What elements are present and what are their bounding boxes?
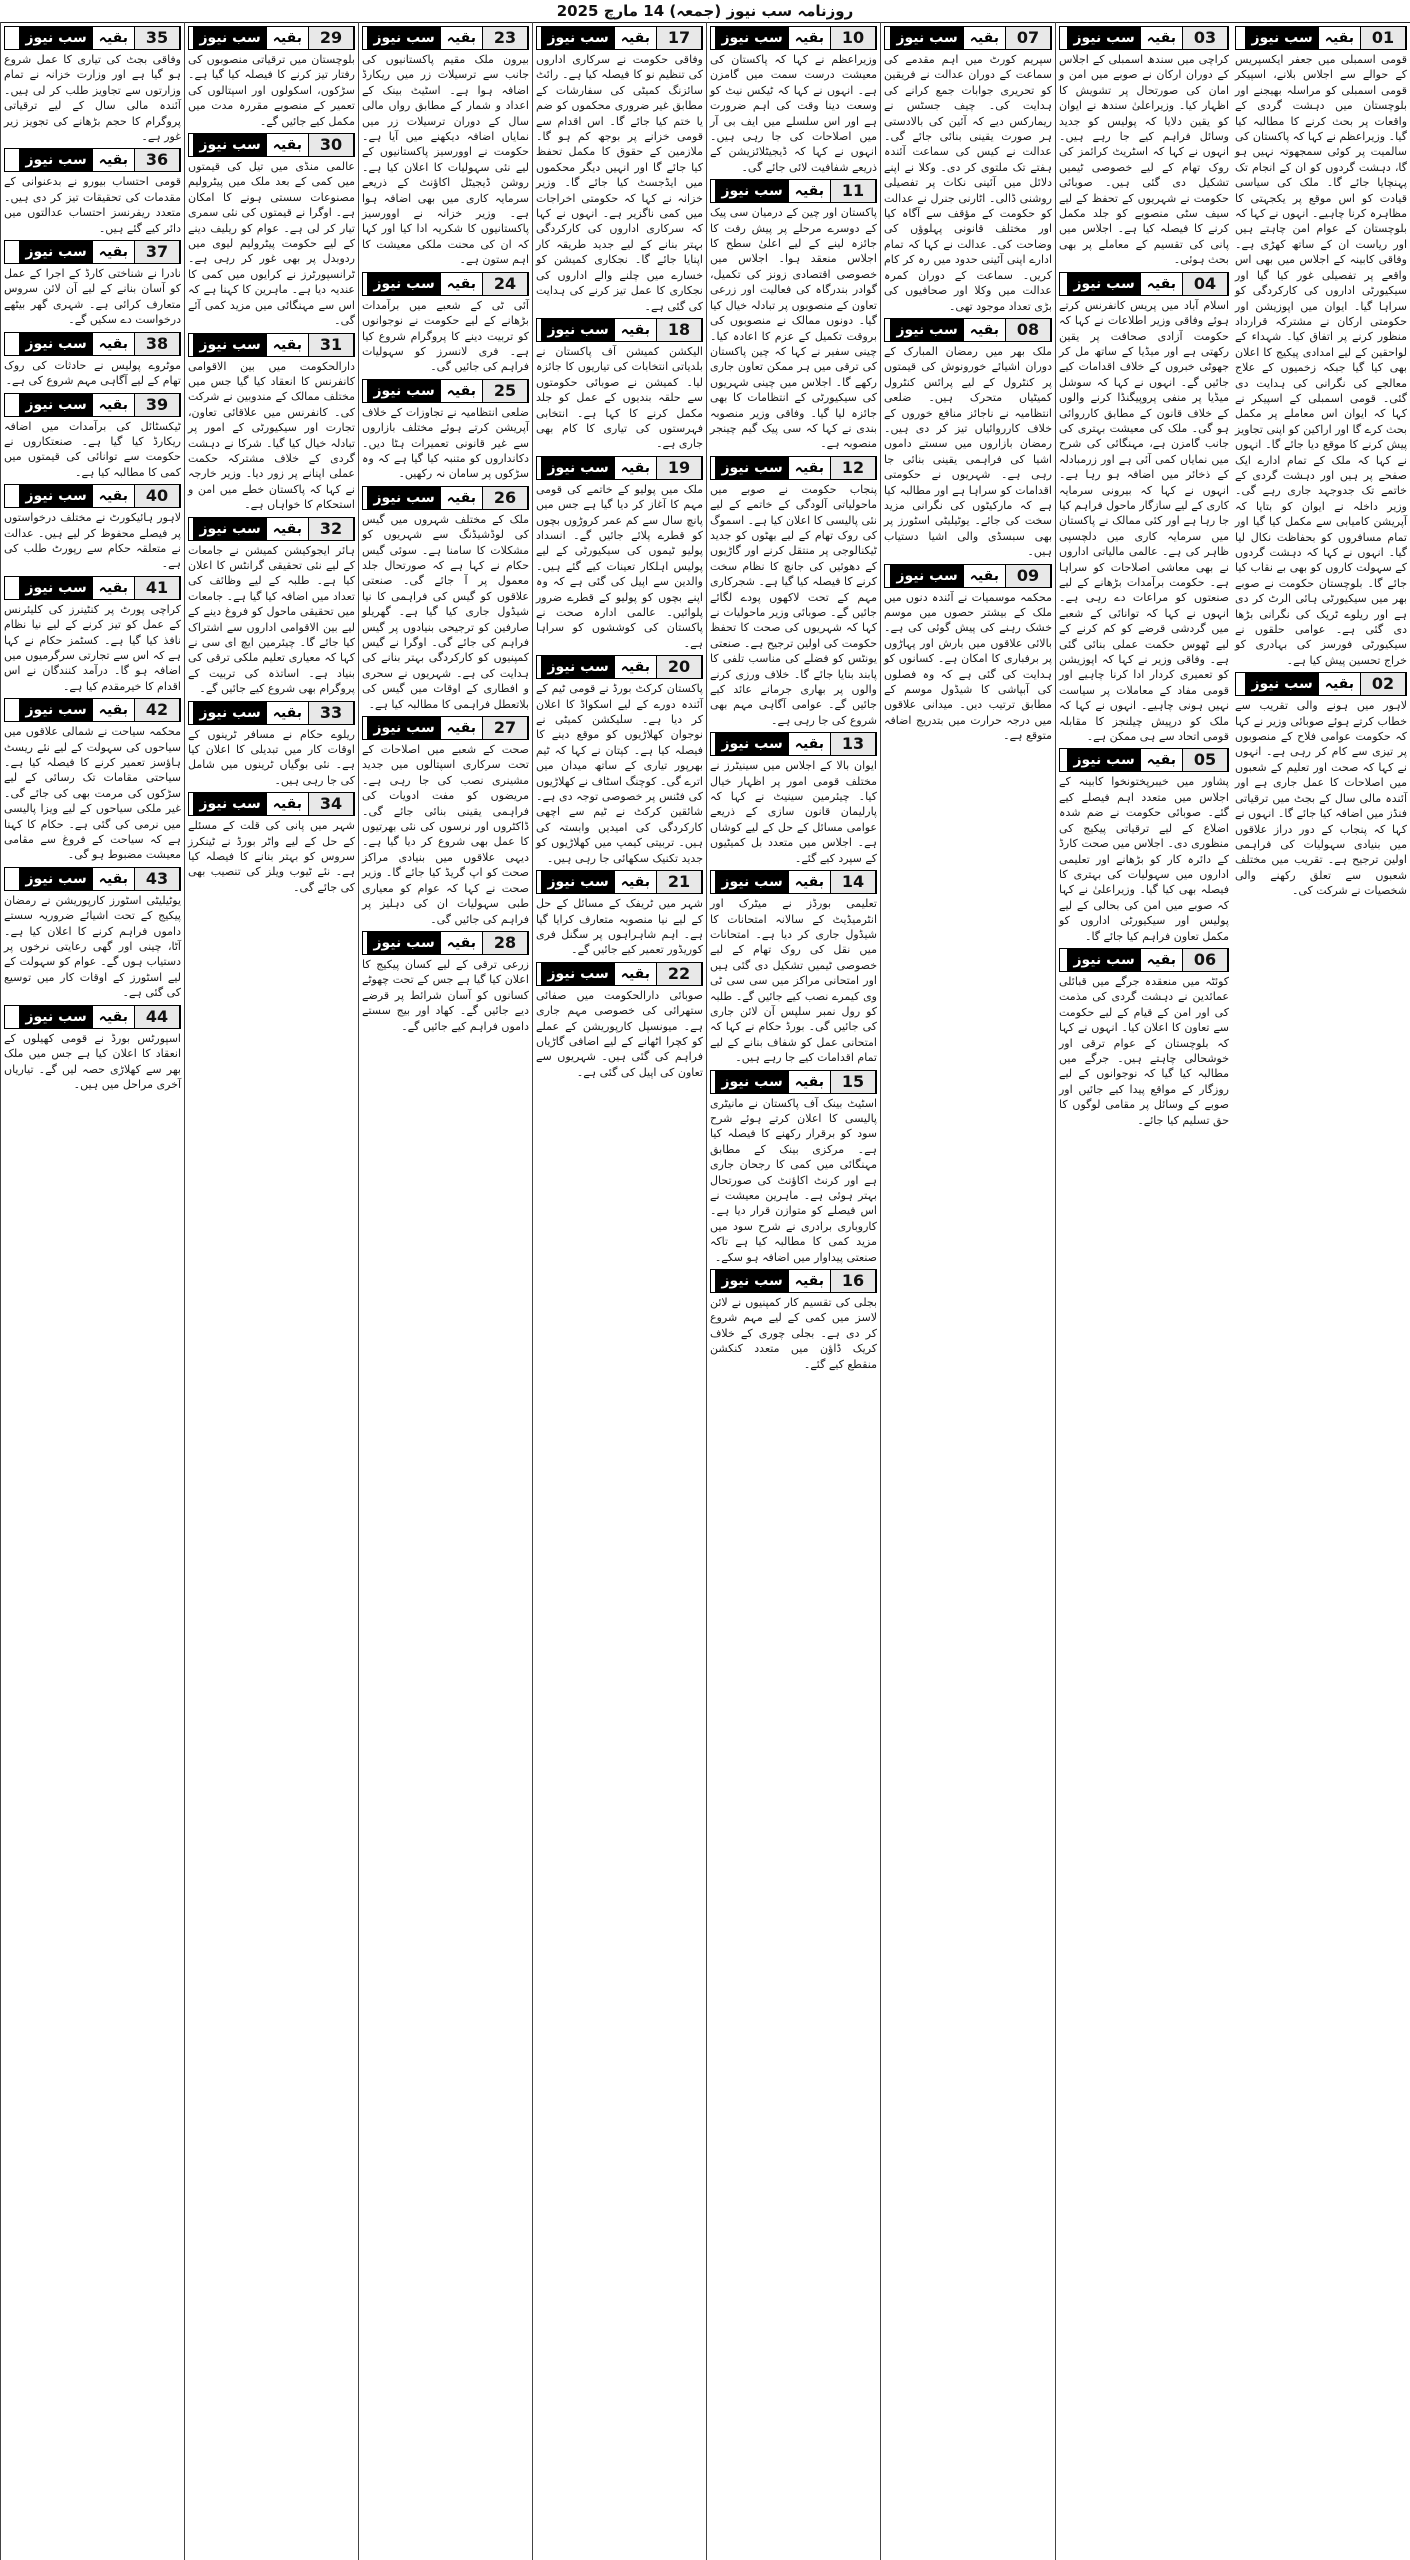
continuation-block [1235, 26, 1407, 668]
baqiya-tag: بقیہ [964, 27, 1006, 49]
baqiya-tag: بقیہ [93, 27, 135, 49]
continuation-text: الیکشن کمیشن آف پاکستان نے بلدیاتی انتخابات کی تیاریوں کا جائزہ لیا۔ کمیشن نے صوبائی حکومتوں سے حلقہ بندیوں کے عمل کو جلد مکمل کرنے کا کہا ہے۔ انتخابی فہرستوں کی تیاری کا کام بھی جاری ہے۔ [536, 344, 703, 451]
continuation-text: لاہور میں ہونے والی تقریب سے خطاب کرتے ہوئے صوبائی وزیر نے کہا کہ حکومت عوامی فلاح کے منصوبوں پر تیزی سے کام کر رہی ہے۔ انہوں نے کہا کہ صحت اور تعلیم کے شعبوں میں اصلاحات کا عمل جاری ہے اور آئندہ مالی سال کے بجٹ میں ترقیاتی فنڈز میں اضافہ کیا جائے گا۔ انہوں نے کہا کہ پنجاب کے دور دراز علاقوں میں بنیادی سہولیات کی فراہمی اولین ترجیح ہے۔ تقریب میں مختلف شعبوں سے تعلق رکھنے والی شخصیات نے شرکت کی۔ [1235, 699, 1407, 898]
sabnews-tag: سب نیوز [890, 319, 963, 341]
sabnews-tag: سب نیوز [1067, 273, 1140, 295]
continuation-text: سپریم کورٹ میں اہم مقدمے کی سماعت کے دوران عدالت نے فریقین کو تحریری جوابات جمع کرانے کی ہدایت کی۔ چیف جسٹس نے ریمارکس دیے کہ آئین کی بالادستی ہر صورت یقینی بنائی جائے گی۔ عدالت نے کیس کی سماعت آئندہ ہفتے تک ملتوی کر دی۔ وکلا نے اپنے دلائل میں آئینی نکات پر تفصیلی روشنی ڈالی۔ اٹارنی جنرل نے عدالت کو حکومت کے مؤقف سے آگاہ کیا اور مختلف قانونی پہلوؤں کی وضاحت کی۔ عدالت نے کہا کہ تمام ادارے اپنی آئینی حدود میں رہ کر کام کریں۔ سماعت کے دوران کمرہ عدالت میں وکلا اور صحافیوں کی بڑی تعداد موجود تھی۔ [884, 53, 1052, 313]
continuation-number: 23 [483, 27, 528, 49]
continuation-header [710, 1269, 877, 1293]
continuation-number: 06 [1183, 949, 1228, 971]
baqiya-tag: بقیہ [93, 868, 135, 890]
continuation-header [536, 870, 703, 894]
continuation-block [1059, 26, 1229, 268]
continuation-header [4, 332, 181, 356]
sabnews-tag: سب نیوز [19, 241, 92, 263]
continuation-text: ایوان بالا کے اجلاس میں سینیٹرز نے مختلف قومی امور پر اظہار خیال کیا۔ چیئرمین سینیٹ نے کہا کہ پارلیمان قانون سازی کے ذریعے عوامی مسائل کے حل کے لیے کوشاں ہے۔ اجلاس میں متعدد بل کمیٹیوں کے سپرد کیے گئے۔ [710, 759, 877, 865]
continuation-block [1059, 948, 1229, 1128]
continuation-text: صحت کے شعبے میں اصلاحات کے تحت سرکاری اسپتالوں میں جدید مشینری نصب کی جا رہی ہے۔ مریضوں کو مفت ادویات کی فراہمی یقینی بنائی جائے گی۔ ڈاکٹروں اور نرسوں کی نئی بھرتیوں کا عمل بھی شروع کر دیا گیا ہے۔ دیہی علاقوں میں بنیادی مراکز صحت کو اپ گریڈ کیا جائے گا۔ وزیر صحت نے کہا کہ عوام کو معیاری طبی سہولیات ان کی دہلیز پر فراہم کی جائیں گی۔ [362, 743, 529, 926]
baqiya-tag: بقیہ [441, 380, 483, 402]
continuation-header [710, 179, 877, 203]
continuation-text: دارالحکومت میں بین الاقوامی کانفرنس کا انعقاد کیا گیا جس میں مختلف ممالک کے مندوبین نے شرکت کی۔ کانفرنس میں علاقائی تعاون، تجارت اور سیکیورٹی کے امور پر تبادلہ خیال کیا گیا۔ شرکا نے دہشت گردی کے خلاف مشترکہ حکمت عملی اپنانے پر زور دیا۔ وزیر خارجہ نے کہا کہ پاکستان خطے میں امن و استحکام کا خواہاں ہے۔ [188, 359, 355, 512]
continuation-number: 10 [831, 27, 876, 49]
continuation-number: 26 [483, 487, 528, 509]
continuation-header [884, 564, 1052, 588]
continuation-text: وفاقی بجٹ کی تیاری کا عمل شروع ہو گیا ہے اور وزارت خزانہ نے تمام وزارتوں سے تجاویز طلب کر لی ہیں۔ آئندہ مالی سال کے لیے ترقیاتی پروگرام کا حجم بڑھانے کی تجویز زیر غور ہے۔ [4, 53, 181, 144]
continuation-block [4, 867, 181, 1001]
sabnews-tag: سب نیوز [541, 656, 614, 678]
continuation-header [710, 26, 877, 50]
continuation-text: پنجاب حکومت نے صوبے میں ماحولیاتی آلودگی کے خاتمے کے لیے نئی پالیسی کا اعلان کیا ہے۔ اسموگ کی روک تھام کے لیے بھٹوں کو جدید ٹیکنالوجی پر منتقل کرنے اور گاڑیوں کے دھوئیں کی جانچ کا نظام سخت کرنے کا فیصلہ کیا گیا ہے۔ شجرکاری مہم کے تحت لاکھوں پودے لگائے جائیں گے۔ صوبائی وزیر ماحولیات نے کہا کہ شہریوں کی صحت کا تحفظ حکومت کی اولین ترجیح ہے۔ صنعتی یونٹس کو فضلے کی مناسب تلفی کا پابند بنایا جائے گا۔ خلاف ورزی کرنے والوں پر بھاری جرمانے عائد کیے جائیں گے۔ عوامی آگاہی مہم بھی شروع کی جا رہی ہے۔ [710, 482, 877, 727]
continuation-text: پاکستان اور چین کے درمیان سی پیک کے دوسرے مرحلے پر پیش رفت کا جائزہ لینے کے لیے اعلیٰ سطح کا اجلاس منعقد ہوا۔ اجلاس میں خصوصی اقتصادی زونز کی تکمیل، گوادر بندرگاہ کی فعالیت اور زرعی تعاون کے منصوبوں پر تبادلہ خیال کیا گیا۔ دونوں ممالک نے منصوبوں کی بروقت تکمیل کے عزم کا اعادہ کیا۔ چینی سفیر نے کہا کہ چین پاکستان کی ترقی میں ہر ممکن تعاون جاری رکھے گا۔ اجلاس میں چینی شہریوں کی سیکیورٹی کے انتظامات کا بھی جائزہ لیا گیا۔ وفاقی وزیر منصوبہ بندی نے کہا کہ سی پیک گیم چینجر منصوبہ ہے۔ [710, 206, 877, 451]
sabnews-tag: سب نیوز [367, 27, 440, 49]
continuation-text: ریلوے حکام نے مسافر ٹرینوں کے اوقات کار میں تبدیلی کا اعلان کیا ہے۔ نئی بوگیاں ٹرینوں میں شامل کی جا رہی ہیں۔ [188, 727, 355, 787]
news-column-2 [1055, 22, 1232, 2560]
continuation-block [710, 179, 877, 452]
continuation-text: لاہور ہائیکورٹ نے مختلف درخواستوں پر فیصلے محفوظ کر لیے ہیں۔ عدالت نے متعلقہ حکام سے رپورٹ طلب کی ہے۔ [4, 511, 181, 571]
baqiya-tag: بقیہ [1141, 749, 1183, 771]
baqiya-tag: بقیہ [789, 733, 831, 755]
continuation-block [884, 26, 1052, 314]
continuation-text: بجلی کی تقسیم کار کمپنیوں نے لائن لاسز میں کمی کے لیے مہم شروع کر دی ہے۔ بجلی چوری کے خلاف کریک ڈاؤن میں متعدد کنکشن منقطع کیے گئے۔ [710, 1296, 877, 1371]
continuation-header [4, 698, 181, 722]
news-column-5 [532, 22, 706, 2560]
continuation-block [536, 456, 703, 651]
continuation-number: 07 [1006, 27, 1051, 49]
baqiya-tag: بقیہ [93, 333, 135, 355]
continuation-number: 42 [135, 699, 180, 721]
baqiya-tag: بقیہ [93, 577, 135, 599]
continuation-text: قومی احتساب بیورو نے بدعنوانی کے مقدمات کی تحقیقات تیز کر دی ہیں۔ متعدد ریفرنسز احتساب عدالتوں میں دائر کیے گئے ہیں۔ [4, 175, 181, 235]
continuation-header [536, 26, 703, 50]
baqiya-tag: بقیہ [615, 656, 657, 678]
sabnews-tag: سب نیوز [193, 134, 266, 156]
baqiya-tag: بقیہ [789, 1071, 831, 1093]
baqiya-tag: بقیہ [441, 717, 483, 739]
continuation-header [536, 962, 703, 986]
continuation-header [4, 240, 181, 264]
sabnews-tag: سب نیوز [1067, 749, 1140, 771]
continuation-header [1059, 748, 1229, 772]
continuation-block [4, 698, 181, 863]
sabnews-tag: سب نیوز [367, 717, 440, 739]
continuation-number: 37 [135, 241, 180, 263]
sabnews-tag: سب نیوز [19, 394, 92, 416]
continuation-text: محکمہ موسمیات نے آئندہ دنوں میں ملک کے بیشتر حصوں میں موسم خشک رہنے کی پیش گوئی کی ہے۔ بالائی علاقوں میں بارش اور پہاڑوں پر برفباری کا امکان ہے۔ کسانوں کو ہدایت کی گئی ہے کہ وہ فصلوں کی آبپاشی کا شیڈول موسم کے مطابق ترتیب دیں۔ میدانی علاقوں میں درجہ حرارت میں بتدریج اضافہ متوقع ہے۔ [884, 590, 1052, 743]
baqiya-tag: بقیہ [789, 180, 831, 202]
continuation-header [1059, 26, 1229, 50]
continuation-text: موٹروے پولیس نے حادثات کی روک تھام کے لیے آگاہی مہم شروع کی ہے۔ [4, 358, 181, 388]
continuation-text: نادرا نے شناختی کارڈ کے اجرا کے عمل کو آسان بنانے کے لیے آن لائن سروس متعارف کرائی ہے۔ شہری گھر بیٹھے درخواست دے سکیں گے۔ [4, 267, 181, 327]
continuation-header [710, 456, 877, 480]
sabnews-tag: سب نیوز [367, 487, 440, 509]
continuation-block [536, 26, 703, 314]
continuation-header [710, 870, 877, 894]
baqiya-tag: بقیہ [615, 963, 657, 985]
continuation-header [1235, 26, 1407, 50]
continuation-block [710, 870, 877, 1065]
continuation-number: 20 [657, 656, 702, 678]
baqiya-tag: بقیہ [441, 487, 483, 509]
continuation-number: 14 [831, 871, 876, 893]
continuation-number: 21 [657, 871, 702, 893]
baqiya-tag: بقیہ [789, 27, 831, 49]
continuation-header [188, 792, 355, 816]
sabnews-tag: سب نیوز [715, 180, 788, 202]
continuation-header [362, 379, 529, 403]
continuation-text: قومی اسمبلی میں جعفر ایکسپریس کے حوالے سے اجلاس بلانے، اسپیکر قومی اسمبلی کو مراسلہ بھیجنے اور بلوچستان میں دہشت گردی کے واقعات پر بحث کرنے کا مطالبہ کیا گیا۔ وزیراعظم نے کہا کہ پاکستان کی سالمیت پر کوئی سمجھوتہ نہیں ہو گا، دہشت گردوں کو ان کے انجام تک پہنچایا جائے گا۔ ملک کی سیاسی قیادت کو اس موقع پر یکجہتی کا مظاہرہ کرنا چاہیے۔ انہوں نے کہا کہ بلوچستان کے عوام امن چاہتے ہیں اور ریاست ان کے ساتھ کھڑی ہے۔ وفاقی کابینہ کے اجلاس میں بھی اس واقعے پر تفصیلی غور کیا گیا اور سیکیورٹی اداروں کی کارکردگی کو سراہا گیا۔ ایوان میں اپوزیشن اور حکومتی ارکان نے مشترکہ قرارداد منظور کرنے پر اتفاق کیا۔ شہداء کے لواحقین کے لیے امدادی پیکیج کا اعلان بھی کیا گیا جبکہ زخمیوں کے علاج معالجے کی نگرانی کی ہدایت دی گئی۔ قومی اسمبلی کے اسپیکر نے کہا کہ ایوان اس معاملے پر مکمل بحث کرے گا اور اراکین کو اپنی تجاویز پیش کرنے کا موقع دیا جائے گا۔ انہوں نے کہا کہ ملک کے تمام ادارے ایک صفحے پر ہیں اور دہشت گردی کے خاتمے تک جدوجہد جاری رہے گی۔ وزیر داخلہ نے ایوان کو بتایا کہ آپریشن کامیابی سے مکمل کیا گیا اور تمام مسافروں کو بحفاظت نکال لیا گیا۔ انہوں نے کہا کہ دہشت گردوں کے سہولت کاروں کو بھی بے نقاب کیا جائے گا۔ بلوچستان حکومت نے صوبے بھر میں سیکیورٹی ہائی الرٹ کر دی ہے اور ریلوے ٹریک کی نگرانی بڑھا دی گئی ہے۔ عوامی حلقوں نے سیکیورٹی فورسز کی بہادری کو خراج تحسین پیش کیا ہے۔ [1235, 53, 1407, 667]
continuation-header [1235, 672, 1407, 696]
baqiya-tag: بقیہ [267, 793, 309, 815]
continuation-number: 18 [657, 319, 702, 341]
continuation-text: پشاور میں خیبرپختونخوا کابینہ کے اجلاس میں متعدد اہم فیصلے کیے گئے۔ صوبائی حکومت نے ضم شدہ اضلاع کے لیے ترقیاتی پیکیج کی منظوری دی۔ اجلاس میں صحت کارڈ کے دائرہ کار کو بڑھانے اور تعلیمی اداروں میں سہولیات کی بہتری کا فیصلہ بھی کیا گیا۔ وزیراعلیٰ نے کہا کہ صوبے میں امن کی بحالی کے لیے پولیس اور سیکیورٹی اداروں کو مکمل تعاون فراہم کیا جائے گا۔ [1059, 775, 1229, 943]
baqiya-tag: بقیہ [615, 27, 657, 49]
continuation-block [362, 716, 529, 927]
sabnews-tag: سب نیوز [19, 1006, 92, 1028]
continuation-block [362, 379, 529, 482]
continuation-block [188, 26, 355, 129]
sabnews-tag: سب نیوز [19, 485, 92, 507]
continuation-block [536, 318, 703, 452]
continuation-number: 39 [135, 394, 180, 416]
continuation-header [188, 517, 355, 541]
sabnews-tag: سب نیوز [367, 273, 440, 295]
continuation-number: 29 [309, 27, 354, 49]
continuation-number: 03 [1183, 27, 1228, 49]
continuation-number: 36 [135, 149, 180, 171]
sabnews-tag: سب نیوز [193, 518, 266, 540]
continuation-block [4, 576, 181, 694]
continuation-number: 38 [135, 333, 180, 355]
sabnews-tag: سب نیوز [19, 577, 92, 599]
continuation-number: 41 [135, 577, 180, 599]
continuation-number: 02 [1361, 673, 1406, 695]
continuation-text: پاکستان کرکٹ بورڈ نے قومی ٹیم کے آئندہ دورے کے لیے اسکواڈ کا اعلان کر دیا ہے۔ سلیکشن کمیٹی نے نوجوان کھلاڑیوں کو موقع دینے کا فیصلہ کیا ہے۔ کپتان نے کہا کہ ٹیم بھرپور تیاری کے ساتھ میدان میں اترے گی۔ کوچنگ اسٹاف نے کھلاڑیوں کی فٹنس پر خصوصی توجہ دی ہے۔ شائقین کرکٹ نے ٹیم سے اچھی کارکردگی کی امیدیں وابستہ کی ہیں۔ تربیتی کیمپ میں کھلاڑیوں کو جدید تکنیک سکھائی جا رہی ہیں۔ [536, 682, 703, 865]
sabnews-tag: سب نیوز [541, 871, 614, 893]
continuation-header [4, 1005, 181, 1029]
continuation-number: 40 [135, 485, 180, 507]
continuation-block [188, 133, 355, 328]
continuation-number: 16 [831, 1270, 876, 1292]
continuation-header [4, 393, 181, 417]
continuation-block [710, 1070, 877, 1265]
continuation-text: اسلام آباد میں پریس کانفرنس کرتے ہوئے وفاقی وزیر اطلاعات نے کہا کہ حکومت آزادی صحافت پر یقین رکھتی ہے اور میڈیا کے ساتھ مل کر جھوٹی خبروں کے خلاف اقدامات کیے جائیں گے۔ انہوں نے کہا کہ سوشل میڈیا پر منفی پروپیگنڈا کرنے والوں کے خلاف قانون کے مطابق کارروائی ہو گی۔ ملک کی معیشت بہتری کی جانب گامزن ہے، مہنگائی کی شرح میں نمایاں کمی آئی ہے اور زرمبادلہ کے ذخائر میں اضافہ ہو رہا ہے۔ انہوں نے کہا کہ بیرونی سرمایہ کاری کے لیے سازگار ماحول فراہم کیا جا رہا ہے اور کئی ممالک نے پاکستان میں سرمایہ کاری میں دلچسپی ظاہر کی ہے۔ عالمی مالیاتی اداروں نے بھی معاشی اصلاحات کو سراہا ہے۔ حکومت برآمدات بڑھانے کے لیے صنعتوں کو مراعات دے رہی ہے۔ انہوں نے کہا کہ توانائی کے شعبے میں گردشی قرضے کو کم کرنے کے لیے ٹھوس حکمت عملی بنائی گئی ہے۔ وفاقی وزیر نے کہا کہ اپوزیشن کو تعمیری کردار ادا کرنا چاہیے اور قومی مفاد کے معاملات پر سیاست نہیں ہونی چاہیے۔ انہوں نے کہا کہ ملک کو درپیش چیلنجز کا مقابلہ قومی اتحاد سے ہی ممکن ہے۔ [1059, 298, 1229, 744]
continuation-number: 04 [1183, 273, 1228, 295]
baqiya-tag: بقیہ [93, 241, 135, 263]
baqiya-tag: بقیہ [267, 702, 309, 724]
continuation-text: وزیراعظم نے کہا کہ پاکستان کی معیشت درست سمت میں گامزن ہے۔ انہوں نے کہا کہ ٹیکس نیٹ کو وسعت دینا وقت کی اہم ضرورت ہے اور اس سلسلے میں ایف بی آر میں اصلاحات کی جا رہی ہیں۔ انہوں نے کہا کہ ڈیجیٹلائزیشن کے ذریعے شفافیت لائی جائے گی۔ [710, 53, 877, 174]
sabnews-tag: سب نیوز [19, 699, 92, 721]
continuation-text: شہر میں پانی کی قلت کے مسئلے کے حل کے لیے واٹر بورڈ نے ٹینکرز سروس کو بہتر بنانے کا فیصلہ کیا ہے۔ نئے ٹیوب ویلز کی تنصیب بھی کی جائے گی۔ [188, 819, 355, 894]
continuation-header [362, 272, 529, 296]
continuation-text: ہائر ایجوکیشن کمیشن نے جامعات کے لیے نئی تحقیقی گرانٹس کا اعلان کیا ہے۔ طلبہ کے لیے وظائف کی تعداد میں اضافہ کیا گیا ہے۔ جامعات میں تحقیقی ماحول کو فروغ دینے کے لیے بین الاقوامی اداروں سے اشتراک کیا جائے گا۔ چیئرمین ایچ ای سی نے کہا کہ معیاری تعلیم ملکی ترقی کی بنیاد ہے۔ اساتذہ کی تربیت کے پروگرام بھی شروع کیے جائیں گے۔ [188, 543, 355, 696]
continuation-number: 43 [135, 868, 180, 890]
baqiya-tag: بقیہ [615, 319, 657, 341]
continuation-number: 22 [657, 963, 702, 985]
baqiya-tag: بقیہ [1141, 949, 1183, 971]
continuation-header [710, 732, 877, 756]
sabnews-tag: سب نیوز [19, 333, 92, 355]
sabnews-tag: سب نیوز [1245, 27, 1318, 49]
sabnews-tag: سب نیوز [1067, 949, 1140, 971]
news-column-1 [1232, 22, 1410, 2560]
continuation-block [188, 517, 355, 697]
baqiya-tag: بقیہ [1141, 273, 1183, 295]
continuation-number: 19 [657, 457, 702, 479]
sabnews-tag: سب نیوز [890, 27, 963, 49]
continuation-number: 05 [1183, 749, 1228, 771]
baqiya-tag: بقیہ [93, 149, 135, 171]
continuation-block [4, 1005, 181, 1093]
continuation-block [362, 272, 529, 375]
continuation-text: بلوچستان میں ترقیاتی منصوبوں کی رفتار تیز کرنے کا فیصلہ کیا گیا ہے۔ سڑکوں، اسکولوں اور اسپتالوں کی تعمیر کے منصوبے مقررہ مدت میں مکمل کیے جائیں گے۔ [188, 53, 355, 128]
continuation-header [884, 318, 1052, 342]
sabnews-tag: سب نیوز [193, 702, 266, 724]
sabnews-tag: سب نیوز [1067, 27, 1140, 49]
baqiya-tag: بقیہ [789, 1270, 831, 1292]
continuation-number: 30 [309, 134, 354, 156]
continuation-text: تعلیمی بورڈز نے میٹرک اور انٹرمیڈیٹ کے سالانہ امتحانات کا شیڈول جاری کر دیا ہے۔ امتحانات میں نقل کی روک تھام کے لیے خصوصی ٹیمیں تشکیل دی گئی ہیں اور امتحانی مراکز میں سی سی ٹی وی کیمرے نصب کیے جائیں گے۔ طلبہ کو رول نمبر سلپس آن لائن جاری کی جائیں گی۔ بورڈ حکام نے کہا کہ امتحانی عمل کو شفاف بنانے کے لیے تمام اقدامات کیے جا رہے ہیں۔ [710, 897, 877, 1065]
baqiya-tag: بقیہ [93, 699, 135, 721]
continuation-text: عالمی منڈی میں تیل کی قیمتوں میں کمی کے بعد ملک میں پیٹرولیم مصنوعات سستی ہونے کا امکان ہے۔ اوگرا نے قیمتوں کی نئی سمری تیار کر لی ہے۔ عوام کو ریلیف دینے کے لیے حکومت پیٹرولیم لیوی میں ردوبدل پر بھی غور کر رہی ہے۔ ٹرانسپورٹرز نے کرایوں میں کمی کا عندیہ دیا ہے۔ ماہرین کا کہنا ہے کہ اس سے مہنگائی میں مزید کمی آئے گی۔ [188, 160, 355, 328]
baqiya-tag: بقیہ [615, 457, 657, 479]
continuation-block [4, 332, 181, 389]
baqiya-tag: بقیہ [1319, 673, 1361, 695]
baqiya-tag: بقیہ [789, 871, 831, 893]
continuation-block [188, 701, 355, 789]
baqiya-tag: بقیہ [441, 273, 483, 295]
continuation-block [536, 962, 703, 1080]
continuation-text: کراچی پورٹ پر کنٹینرز کی کلیئرنس کے عمل کو تیز کرنے کے لیے نیا نظام نافذ کیا گیا ہے۔ کسٹمز حکام نے کہا ہے کہ اس سے تجارتی سرگرمیوں میں اضافہ ہو گا۔ درآمد کنندگان نے اس اقدام کا خیرمقدم کیا ہے۔ [4, 602, 181, 693]
continuation-header [4, 867, 181, 891]
continuation-header [884, 26, 1052, 50]
sabnews-tag: سب نیوز [715, 733, 788, 755]
continuation-text: کوئٹہ میں منعقدہ جرگے میں قبائلی عمائدین نے دہشت گردی کی مذمت کی اور امن کے قیام کے لیے حکومت سے تعاون کا اعلان کیا۔ انہوں نے کہا کہ بلوچستان کے عوام ترقی اور خوشحالی چاہتے ہیں۔ جرگے میں مطالبہ کیا گیا کہ نوجوانوں کے لیے روزگار کے مواقع پیدا کیے جائیں اور صوبے کے وسائل پر مقامی لوگوں کا حق تسلیم کیا جائے۔ [1059, 974, 1229, 1127]
continuation-header [188, 333, 355, 357]
continuation-number: 09 [1006, 565, 1051, 587]
continuation-text: ملک کے مختلف شہروں میں گیس کی لوڈشیڈنگ سے شہریوں کو مشکلات کا سامنا ہے۔ سوئی گیس حکام نے کہا ہے کہ صورتحال جلد معمول پر آ جائے گی۔ صنعتی علاقوں کو گیس کی فراہمی کا نیا شیڈول جاری کیا گیا ہے۔ گھریلو صارفین کو ترجیحی بنیادوں پر گیس فراہم کی جائے گی۔ اوگرا نے گیس کمپنیوں کو کارکردگی بہتر بنانے کی ہدایت کی ہے۔ شہریوں نے سحری و افطاری کے اوقات میں گیس کی بلاتعطل فراہمی کا مطالبہ کیا ہے۔ [362, 512, 529, 711]
continuation-header [4, 576, 181, 600]
continuation-text: بیرون ملک مقیم پاکستانیوں کی جانب سے ترسیلات زر میں ریکارڈ اضافہ ہوا ہے۔ اسٹیٹ بینک کے اعداد و شمار کے مطابق رواں مالی سال کے دوران ترسیلات زر میں نمایاں اضافہ دیکھنے میں آیا ہے۔ حکومت نے اوورسیز پاکستانیوں کے لیے نئی سہولیات کا اعلان کیا ہے۔ روشن ڈیجیٹل اکاؤنٹ کے ذریعے سرمایہ کاری میں بھی اضافہ ہوا ہے۔ وزیر خزانہ نے اوورسیز پاکستانیوں کا شکریہ ادا کیا اور کہا کہ ان کی محنت ملکی معیشت کا اہم ستون ہے۔ [362, 53, 529, 267]
baqiya-tag: بقیہ [964, 319, 1006, 341]
continuation-block [362, 486, 529, 712]
continuation-text: زرعی ترقی کے لیے کسان پیکیج کا اعلان کیا گیا ہے جس کے تحت چھوٹے کسانوں کو آسان شرائط پر قرضے دیے جائیں گے۔ کھاد اور بیج سستے داموں فراہم کیے جائیں گے۔ [362, 957, 529, 1033]
continuation-number: 32 [309, 518, 354, 540]
continuation-block [4, 148, 181, 236]
continuation-header [362, 486, 529, 510]
baqiya-tag: بقیہ [1141, 27, 1183, 49]
continuation-number: 25 [483, 380, 528, 402]
continuation-block [536, 655, 703, 866]
news-column-7 [184, 22, 358, 2560]
continuation-block [710, 732, 877, 866]
continuation-block [710, 1269, 877, 1372]
continuation-header [4, 26, 181, 50]
sabnews-tag: سب نیوز [541, 319, 614, 341]
continuation-header [362, 716, 529, 740]
continuation-text: وفاقی حکومت نے سرکاری اداروں کی تنظیم نو کا فیصلہ کیا ہے۔ رائٹ سائزنگ کمیٹی کی سفارشات کے مطابق غیر ضروری محکموں کو ضم یا ختم کیا جائے گا۔ اس اقدام سے قومی خزانے پر بوجھ کم ہو گا۔ ملازمین کے حقوق کا مکمل تحفظ کیا جائے گا اور انہیں دیگر محکموں میں ایڈجسٹ کیا جائے گا۔ وزیر خزانہ نے کہا کہ حکومتی اخراجات میں کمی ناگزیر ہے۔ انہوں نے کہا کہ سرکاری اداروں کی کارکردگی بہتر بنانے کے لیے جدید طریقہ کار اپنایا جائے گا۔ نجکاری کمیشن کو خسارے میں چلنے والے اداروں کی نجکاری کا عمل تیز کرنے کی ہدایت کی گئی ہے۔ [536, 53, 703, 313]
continuation-number: 08 [1006, 319, 1051, 341]
continuation-header [188, 26, 355, 50]
continuation-number: 44 [135, 1006, 180, 1028]
continuation-block [710, 26, 877, 175]
continuation-number: 31 [309, 334, 354, 356]
continuation-block [4, 240, 181, 328]
continuation-text: اسپورٹس بورڈ نے قومی کھیلوں کے انعقاد کا اعلان کیا ہے جس میں ملک بھر سے کھلاڑی حصہ لیں گے۔ تیاریاں آخری مراحل میں ہیں۔ [4, 1031, 181, 1091]
sabnews-tag: سب نیوز [541, 27, 614, 49]
continuation-text: ملک بھر میں رمضان المبارک کے دوران اشیائے خورونوش کی قیمتوں پر کنٹرول کے لیے پرائس کنٹرول کمیٹیاں متحرک ہیں۔ ضلعی انتظامیہ نے ناجائز منافع خوروں کے خلاف کارروائیاں تیز کر دی ہیں۔ رمضان بازاروں میں سستے داموں اشیا کی فراہمی یقینی بنائی جا رہی ہے۔ شہریوں نے حکومتی اقدامات کو سراہا ہے اور مطالبہ کیا ہے کہ مارکیٹوں کی نگرانی مزید سخت کی جائے۔ یوٹیلیٹی اسٹورز پر بھی سبسڈی والی اشیا دستیاب ہیں۔ [884, 344, 1052, 559]
baqiya-tag: بقیہ [267, 134, 309, 156]
sabnews-tag: سب نیوز [541, 457, 614, 479]
sabnews-tag: سب نیوز [715, 1270, 788, 1292]
baqiya-tag: بقیہ [964, 565, 1006, 587]
continuation-number: 17 [657, 27, 702, 49]
baqiya-tag: بقیہ [267, 518, 309, 540]
continuation-block [362, 26, 529, 268]
continuation-block [710, 456, 877, 729]
continuation-header [536, 318, 703, 342]
continuation-number: 33 [309, 702, 354, 724]
continuation-number: 11 [831, 180, 876, 202]
continuation-block [188, 333, 355, 513]
continuation-block [188, 792, 355, 895]
sabnews-tag: سب نیوز [19, 149, 92, 171]
sabnews-tag: سب نیوز [367, 380, 440, 402]
continuation-number: 35 [135, 27, 180, 49]
news-column-4 [706, 22, 880, 2560]
continuation-number: 13 [831, 733, 876, 755]
continuation-header [4, 484, 181, 508]
sabnews-tag: سب نیوز [193, 793, 266, 815]
continuation-header [188, 701, 355, 725]
sabnews-tag: سب نیوز [715, 457, 788, 479]
continuation-number: 34 [309, 793, 354, 815]
continuation-text: ضلعی انتظامیہ نے تجاوزات کے خلاف آپریشن کرتے ہوئے مختلف بازاروں سے غیر قانونی تعمیرات ہٹا دیں۔ دکانداروں کو متنبہ کیا گیا ہے کہ وہ سڑکوں پر سامان نہ رکھیں۔ [362, 405, 529, 481]
baqiya-tag: بقیہ [1319, 27, 1361, 49]
continuation-block [362, 931, 529, 1034]
sabnews-tag: سب نیوز [193, 27, 266, 49]
continuation-block [884, 318, 1052, 560]
continuation-text: صوبائی دارالحکومت میں صفائی ستھرائی کی خصوصی مہم جاری ہے۔ میونسپل کارپوریشن کے عملے کو کچرا اٹھانے کے لیے اضافی گاڑیاں فراہم کی گئی ہیں۔ شہریوں سے تعاون کی اپیل کی گئی ہے۔ [536, 988, 703, 1079]
continuation-number: 15 [831, 1071, 876, 1093]
sabnews-tag: سب نیوز [193, 334, 266, 356]
continuation-header [536, 456, 703, 480]
continuation-number: 01 [1361, 27, 1406, 49]
news-column-8 [0, 22, 184, 2560]
masthead-date-line: روزنامہ سب نیوز (جمعہ) 14 مارچ 2025 [0, 0, 1410, 23]
sabnews-tag: سب نیوز [367, 932, 440, 954]
continuation-block [884, 564, 1052, 744]
baqiya-tag: بقیہ [441, 27, 483, 49]
sabnews-tag: سب نیوز [19, 868, 92, 890]
continuation-header [188, 133, 355, 157]
continuation-block [4, 26, 181, 144]
sabnews-tag: سب نیوز [715, 27, 788, 49]
continuation-header [1059, 272, 1229, 296]
sabnews-tag: سب نیوز [1245, 673, 1318, 695]
baqiya-tag: بقیہ [93, 394, 135, 416]
continuation-block [1059, 272, 1229, 745]
sabnews-tag: سب نیوز [715, 1071, 788, 1093]
continuation-header [4, 148, 181, 172]
continuation-text: ٹیکسٹائل کی برآمدات میں اضافہ ریکارڈ کیا گیا ہے۔ صنعتکاروں نے حکومت سے توانائی کی قیمتوں میں کمی کا مطالبہ کیا ہے۔ [4, 419, 181, 479]
sabnews-tag: سب نیوز [715, 871, 788, 893]
baqiya-tag: بقیہ [93, 1006, 135, 1028]
continuation-text: اسٹیٹ بینک آف پاکستان نے مانیٹری پالیسی کا اعلان کرتے ہوئے شرح سود کو برقرار رکھنے کا فیصلہ کیا ہے۔ مرکزی بینک کے مطابق مہنگائی میں کمی کا رجحان جاری ہے اور کرنٹ اکاؤنٹ کی صورتحال بہتر ہوئی ہے۔ ماہرین معیشت نے اس فیصلے کو متوازن قرار دیا ہے۔ کاروباری برادری نے شرح سود میں مزید کمی کا مطالبہ کیا ہے تاکہ صنعتی پیداوار میں اضافہ ہو سکے۔ [710, 1096, 877, 1264]
continuation-number: 27 [483, 717, 528, 739]
continuation-header [536, 655, 703, 679]
continuation-text: کراچی میں سندھ اسمبلی کے اجلاس کے دوران ارکان نے صوبے میں امن و امان کی صورتحال پر تشویش کا اظہار کیا۔ وزیراعلیٰ سندھ نے ایوان کو یقین دلایا کہ پولیس کو جدید وسائل فراہم کیے جا رہے ہیں۔ انہوں نے کہا کہ اسٹریٹ کرائمز کی روک تھام کے لیے خصوصی ٹیمیں تشکیل دی گئی ہیں۔ صوبائی حکومت نے شہریوں کے تحفظ کے لیے سیف سٹی منصوبے کو جلد مکمل کرنے کا فیصلہ کیا ہے۔ اجلاس میں پانی کی تقسیم کے معاملے پر بھی بحث ہوئی۔ [1059, 53, 1229, 267]
continuation-block [1059, 748, 1229, 943]
continuation-text: محکمہ سیاحت نے شمالی علاقوں میں سیاحوں کی سہولت کے لیے نئے ریسٹ ہاؤسز تعمیر کرنے کا فیصلہ کیا ہے۔ سیاحتی مقامات تک رسائی کے لیے سڑکوں کی مرمت بھی کی جائے گی۔ غیر ملکی سیاحوں کے لیے ویزا پالیسی میں نرمی کی گئی ہے۔ حکام کا کہنا ہے کہ سیاحت کے فروغ سے مقامی معیشت مضبوط ہو گی۔ [4, 725, 181, 862]
baqiya-tag: بقیہ [615, 871, 657, 893]
baqiya-tag: بقیہ [441, 932, 483, 954]
sabnews-tag: سب نیوز [541, 963, 614, 985]
continuation-text: شہر میں ٹریفک کے مسائل کے حل کے لیے نیا منصوبہ متعارف کرایا گیا ہے۔ اہم شاہراہوں پر سگنل فری کوریڈور تعمیر کیے جائیں گے۔ [536, 897, 703, 957]
continuation-block [536, 870, 703, 958]
continuation-text: یوٹیلیٹی اسٹورز کارپوریشن نے رمضان پیکیج کے تحت اشیائے ضروریہ سستے داموں فراہم کرنے کا اعلان کیا ہے۔ آٹا، چینی اور گھی رعایتی نرخوں پر دستیاب ہوں گے۔ عوام کو سہولت کے لیے اسٹورز کے اوقات کار میں توسیع کی گئی ہے۔ [4, 893, 181, 1000]
sabnews-tag: سب نیوز [19, 27, 92, 49]
baqiya-tag: بقیہ [93, 485, 135, 507]
continuation-number: 12 [831, 457, 876, 479]
baqiya-tag: بقیہ [789, 457, 831, 479]
continuation-number: 28 [483, 932, 528, 954]
continuation-header [362, 931, 529, 955]
continuation-header [710, 1070, 877, 1094]
continuation-text: ملک میں پولیو کے خاتمے کی قومی مہم کا آغاز کر دیا گیا ہے جس میں پانچ سال سے کم عمر کروڑوں بچوں کو قطرے پلائے جائیں گے۔ انسداد پولیو ٹیموں کی سیکیورٹی کے لیے پولیس اہلکار تعینات کیے گئے ہیں۔ والدین سے اپیل کی گئی ہے کہ وہ اپنے بچوں کو پولیو کے قطرے ضرور پلوائیں۔ عالمی ادارہ صحت نے پاکستان کی کوششوں کو سراہا ہے۔ [536, 482, 703, 650]
continuation-number: 24 [483, 273, 528, 295]
continuation-block [1235, 672, 1407, 898]
baqiya-tag: بقیہ [267, 27, 309, 49]
baqiya-tag: بقیہ [267, 334, 309, 356]
continuation-text: آئی ٹی کے شعبے میں برآمدات بڑھانے کے لیے حکومت نے نوجوانوں کو تربیت دینے کا پروگرام شروع کیا ہے۔ فری لانسرز کو سہولیات فراہم کی جائیں گی۔ [362, 298, 529, 374]
news-column-3 [880, 22, 1055, 2560]
continuation-header [362, 26, 529, 50]
continuation-block [4, 393, 181, 481]
continuation-header [1059, 948, 1229, 972]
sabnews-tag: سب نیوز [890, 565, 963, 587]
news-column-6 [358, 22, 532, 2560]
continuation-block [4, 484, 181, 572]
